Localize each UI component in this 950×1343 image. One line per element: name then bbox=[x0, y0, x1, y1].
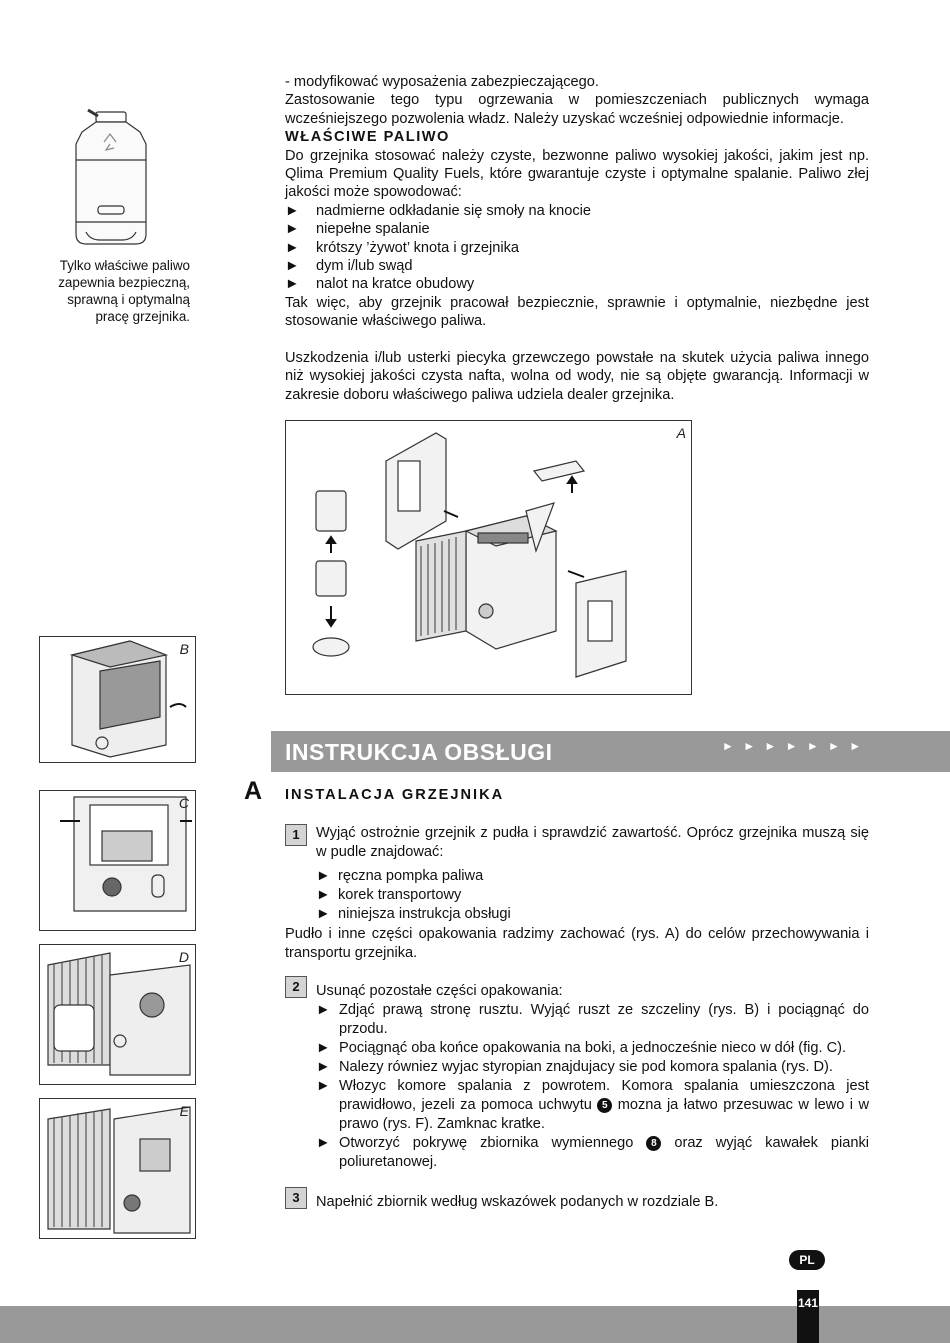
triangle-bullet-icon: ► bbox=[316, 1040, 331, 1056]
side-caption: Tylko właściwe paliwo zapewnia bezpieczną, sprawną i optymalną pracę grzejnika. bbox=[58, 258, 190, 324]
figure-d-label: D bbox=[178, 949, 189, 965]
part-number-badge: 8 bbox=[646, 1136, 661, 1151]
triangle-bullet-icon: ► bbox=[316, 868, 331, 884]
triangle-bullet-icon: ► bbox=[316, 906, 331, 922]
page-number-text: 141 bbox=[798, 1296, 819, 1310]
figure-c bbox=[39, 790, 196, 931]
intro-text bbox=[285, 73, 869, 404]
part-number-badge: 5 bbox=[597, 1098, 612, 1113]
banner-title: INSTRUKCJA OBSŁUGI bbox=[285, 739, 553, 765]
list-item: ► Otworzyć pokrywę zbiornika wymiennego 8 oraz wyjąć kawałek pianki poliuretanowej. bbox=[316, 1135, 869, 1170]
warranty-paragraph: Uszkodzenia i/lub usterki piecyka grzewczego powstałe na skutek użycia paliwa innego niż wysokiej jakości czysta nafta, wolna od wody, nie są objęte gwarancją. Informacji w zakresie doboru właściwego paliwa udziela dealer grzejnika. bbox=[285, 349, 869, 403]
step-2-text: Usunąć pozostałe części opakowania: bbox=[316, 983, 563, 999]
fuel-closing: Tak więc, aby grzejnik pracował bezpiecznie, sprawnie i optymalnie, niezbędne jest stosowanie właściwego paliwa. bbox=[285, 294, 869, 330]
list-item: ► korek transportowy bbox=[316, 887, 462, 903]
fuel-bullet: ► nalot na kratce obudowy bbox=[285, 276, 475, 293]
triangle-bullet-icon: ► bbox=[316, 1002, 331, 1018]
triangle-bullet-icon: ► bbox=[285, 202, 300, 219]
step-1-items bbox=[316, 867, 869, 924]
figure-b bbox=[39, 636, 196, 763]
step-number: 1 bbox=[285, 824, 307, 846]
triangle-bullet-icon: ► bbox=[285, 276, 300, 293]
triangle-bullet-icon: ► bbox=[285, 221, 300, 238]
list-item: ► Włozyc komore spalania z powrotem. Komora spalania umieszczona jest prawidłowo, jezeli za pomoca uchwytu 5 mozna ja łatwo przesuwac w lewo i w prawo (rys. F). Zamknac kratke. bbox=[316, 1078, 869, 1132]
section-banner bbox=[271, 731, 950, 772]
fuel-heading: WŁAŚCIWE PALIWO bbox=[285, 129, 450, 146]
triangle-bullet-icon: ► bbox=[316, 1135, 331, 1151]
fuel-bullet: ► krótszy ’żywot’ knota i grzejnika bbox=[285, 239, 520, 256]
intro-paragraph: Zastosowanie tego typu ogrzewania w pomieszczeniach publicznych wymaga wcześniejszego pozwolenia władz. Należy uzyskać wcześniej odpowiednie informacje. bbox=[285, 92, 869, 127]
list-item: ► niniejsza instrukcja obsługi bbox=[316, 906, 511, 922]
triangle-bullet-icon: ► bbox=[285, 258, 300, 275]
figure-c-label: C bbox=[178, 795, 189, 811]
step-1-after: Pudło i inne części opakowania radzimy zachować (rys. A) do celów przechowywania i transportu grzejnika. bbox=[285, 926, 869, 961]
figure-a bbox=[285, 420, 692, 695]
figure-e-label: E bbox=[179, 1103, 189, 1119]
fuel-paragraph: Do grzejnika stosować należy czyste, bezwonne paliwo wysokiej jakości, jakim jest np. Qlima Premium Quality Fuels, które gwarantuje czyste i optymalne spalanie. Paliwo złej jakości może spowodować: bbox=[285, 147, 869, 201]
list-item: ► Nalezy równiez wyjac styropian znajdujacy sie pod komora spalania (rys. D). bbox=[316, 1059, 833, 1075]
page-number bbox=[797, 1290, 819, 1343]
fuel-bullet: ► niepełne spalanie bbox=[285, 221, 430, 238]
section-heading: INSTALACJA GRZEJNIKA bbox=[285, 787, 505, 803]
triangle-bullet-icon: ► bbox=[316, 887, 331, 903]
triangle-bullet-icon: ► bbox=[285, 239, 300, 256]
step-3-text: Napełnić zbiornik według wskazówek podanych w rozdziale B. bbox=[316, 1194, 719, 1210]
step-number: 3 bbox=[285, 1187, 307, 1209]
banner-arrows: ► ► ► ► ► ► ► bbox=[722, 739, 865, 753]
step-2-items bbox=[316, 1001, 869, 1172]
section-letter: A bbox=[244, 777, 263, 805]
triangle-bullet-icon: ► bbox=[316, 1078, 331, 1094]
figure-d bbox=[39, 944, 196, 1085]
language-badge: PL bbox=[789, 1250, 825, 1270]
exploded-heater-drawing bbox=[286, 421, 691, 694]
list-item: ► Zdjąć prawą stronę rusztu. Wyjąć ruszt ze szczeliny (rys. B) i pociągnąć do przodu. bbox=[316, 1002, 869, 1037]
fuel-bullet: ► dym i/lub swąd bbox=[285, 258, 413, 275]
intro-line-1: - modyfikować wyposażenia zabezpieczającego. bbox=[285, 74, 599, 90]
figure-b-label: B bbox=[179, 641, 189, 657]
figure-a-label: A bbox=[676, 425, 686, 441]
fuel-bullet: ► nadmierne odkładanie się smoły na knocie bbox=[285, 202, 592, 219]
step-1-text: Wyjąć ostrożnie grzejnik z pudła i sprawdzić zawartość. Oprócz grzejnika muszą się w pudle znajdować: bbox=[316, 825, 869, 860]
fuel-canister-illustration bbox=[70, 104, 152, 249]
list-item: ► ręczna pompka paliwa bbox=[316, 868, 484, 884]
step-number: 2 bbox=[285, 976, 307, 998]
triangle-bullet-icon: ► bbox=[316, 1059, 331, 1075]
list-item: ► Pociągnąć oba końce opakowania na boki, a jednocześnie nieco w dół (fig. C). bbox=[316, 1040, 847, 1056]
figure-e bbox=[39, 1098, 196, 1239]
